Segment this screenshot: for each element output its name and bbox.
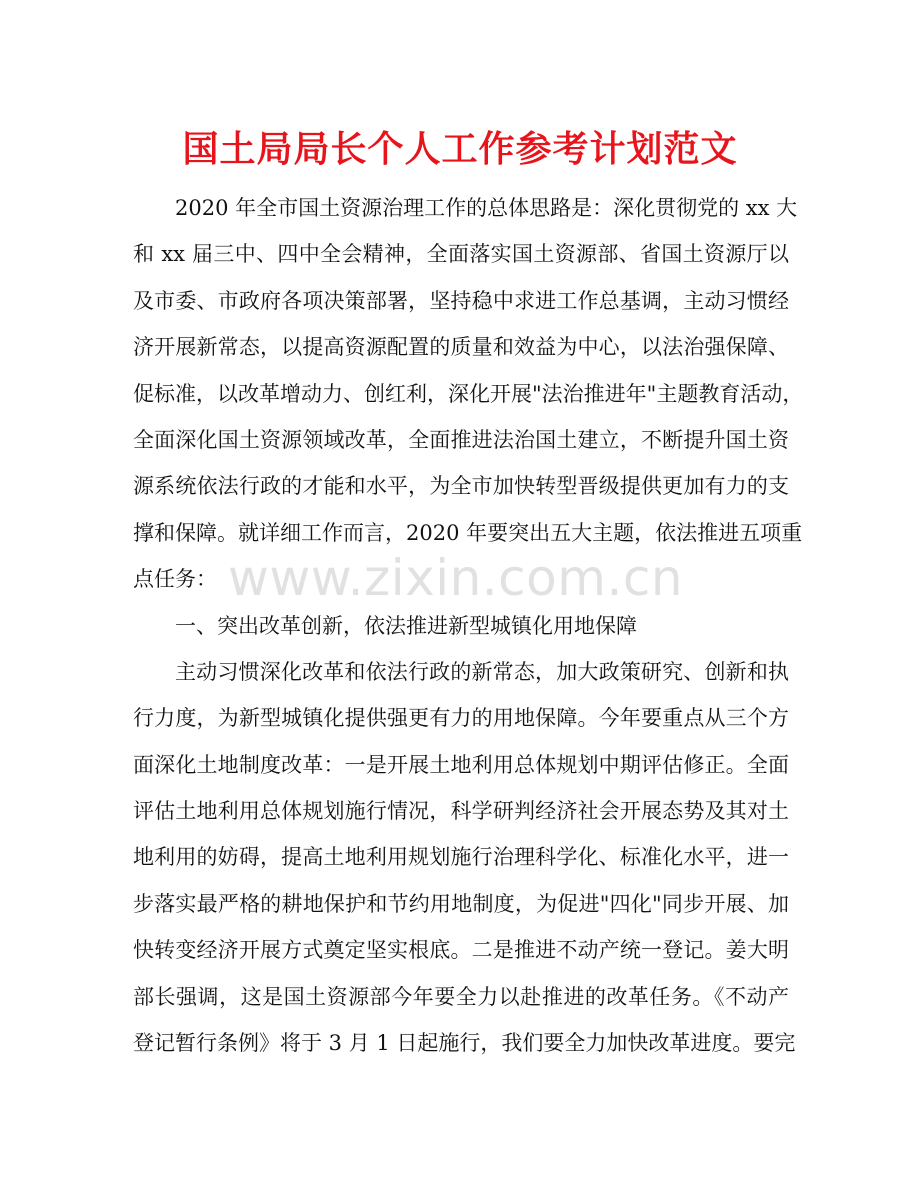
- document-title: 国土局局长个人工作参考计划范文: [182, 129, 738, 170]
- paragraph-line: 主动习惯深化改革和依法行政的新常态，加大政策研究、创新和执: [175, 659, 789, 684]
- paragraph-line: 源系统依法行政的才能和水平，为全市加快转型晋级提供更加有力的支: [133, 474, 789, 499]
- paragraph-line: 点任务：: [133, 567, 217, 592]
- paragraph-line: 面深化土地制度改革：一是开展土地利用总体规划中期评估修正。全面: [133, 752, 789, 777]
- watermark-text: www.zixin.com.cn: [228, 549, 684, 607]
- paragraph-line: 行力度，为新型城镇化提供强更有力的用地保障。今年要重点从三个方: [133, 706, 789, 731]
- section-heading: 一、突出改革创新，依法推进新型城镇化用地保障: [175, 613, 637, 638]
- paragraph-line: 登记暂行条例》将于 3 月 1 日起施行，我们要全力加快改革进度。要完: [133, 1031, 796, 1056]
- paragraph-line: 快转变经济开展方式奠定坚实根底。二是推进不动产统一登记。姜大明: [133, 938, 789, 963]
- paragraph-line: 促标准，以改革增动力、创红利，深化开展"法治推进年"主题教育活动，: [133, 381, 804, 406]
- paragraph-line: 步落实最严格的耕地保护和节约用地制度，为促进"四化"同步开展、加: [133, 891, 789, 916]
- paragraph-line: 撑和保障。就详细工作而言，2020 年要突出五大主题，依法推进五项重: [133, 520, 803, 545]
- paragraph-line: 济开展新常态，以提高资源配置的质量和效益为中心，以法治强保障、: [133, 335, 789, 360]
- paragraph-line: 全面深化国土资源领域改革，全面推进法治国土建立，不断提升国土资: [133, 427, 789, 452]
- paragraph-line: 2020 年全市国土资源治理工作的总体思路是：深化贯彻党的 xx 大: [175, 196, 798, 220]
- paragraph-line: 评估土地利用总体规划施行情况，科学研判经济社会开展态势及其对土: [133, 799, 789, 824]
- document-body: [133, 185, 804, 1066]
- paragraph-line: 及市委、市政府各项决策部署，坚持稳中求进工作总基调，主动习惯经: [133, 288, 789, 313]
- paragraph-line: 部长强调，这是国土资源部今年要全力以赴推进的改革任务。《不动产: [133, 984, 789, 1009]
- paragraph-line: 地利用的妨碍，提高土地利用规划施行治理科学化、标准化水平，进一: [133, 845, 789, 870]
- paragraph-line: 和 xx 届三中、四中全会精神，全面落实国土资源部、省国土资源厅以: [133, 242, 789, 267]
